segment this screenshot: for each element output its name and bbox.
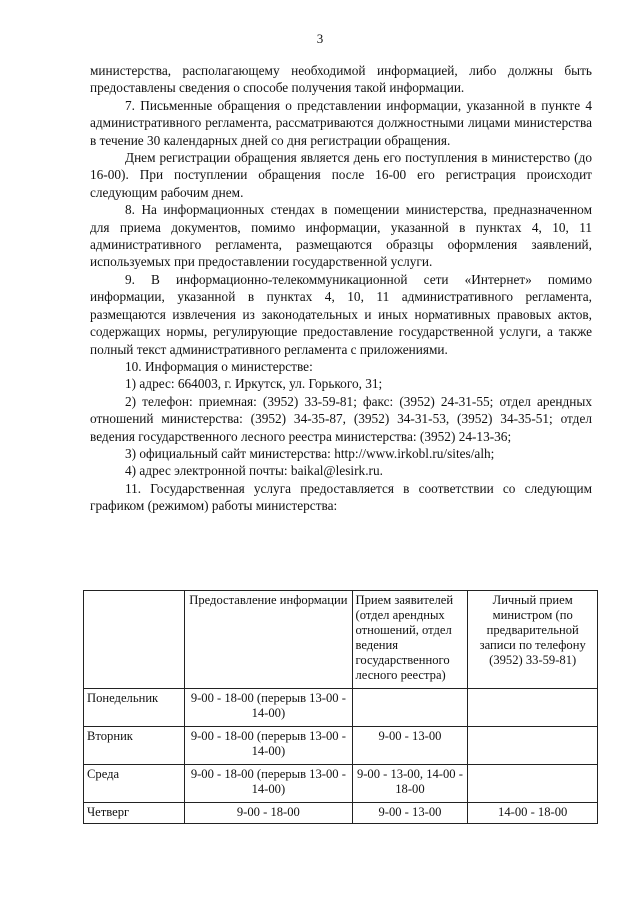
personal-hours-cell: 14-00 - 18-00 — [468, 803, 598, 824]
reception-hours-cell: 9-00 - 13-00, 14-00 - 18-00 — [352, 765, 468, 803]
table-row — [84, 765, 598, 803]
day-cell: Понедельник — [84, 689, 185, 727]
header-cell-empty — [84, 591, 185, 689]
paragraph: 1) адрес: 664003, г. Иркутск, ул. Горького, 31; — [125, 376, 383, 392]
paragraph: 2) телефон: приемная: (3952) 33-59-81; факс: (3952) 24-31-55; отдел арендных отношений министерства: (3952) 34-35-87, (3952) 34-31-53, (3952) 34-35-51; отдел ведения государственного лесного реестра министерства: (3952) 24-13-36; — [90, 393, 592, 444]
reception-hours-cell — [352, 689, 468, 727]
info-hours-cell: 9-00 - 18-00 (перерыв 13-00 - 14-00) — [185, 689, 352, 727]
day-cell: Вторник — [84, 727, 185, 765]
page-number: 3 — [316, 31, 324, 46]
paragraph: министерства, располагающему необходимой информацией, либо должны быть предоставлены сведения о способе получения такой информации. — [90, 63, 592, 96]
personal-hours-cell — [468, 727, 598, 765]
paragraph: 9. В информационно-телекоммуникационной сети «Интернет» помимо информации, указанной в пунктах 4, 10, 11 административного регламента, размещаются извлечения из законодательных и иных нормативных правовых актов, содержащих нормы, регулирующие предоставление государственной услуги, а также полный текст административного регламента с приложениями. — [90, 271, 592, 357]
info-hours-cell: 9-00 - 18-00 (перерыв 13-00 - 14-00) — [185, 765, 352, 803]
schedule-table — [83, 590, 598, 824]
schedule-header-row — [84, 591, 598, 689]
paragraph: 11. Государственная услуга предоставляется в соответствии со следующим графиком (режимом) работы министерства: — [90, 480, 592, 514]
header-cell-info: Предоставление информации — [185, 591, 352, 689]
paragraph: 10. Информация о министерстве: — [125, 358, 313, 374]
table-row — [84, 803, 598, 824]
info-hours-cell: 9-00 - 18-00 — [185, 803, 352, 824]
info-hours-cell: 9-00 - 18-00 (перерыв 13-00 - 14-00) — [185, 727, 352, 765]
table-row — [84, 689, 598, 727]
reception-hours-cell: 9-00 - 13-00 — [352, 803, 468, 824]
paragraph: Днем регистрации обращения является день его поступления в министерство (до 16-00). При поступлении обращения после 16-00 его регистрация происходит следующим рабочим днем. — [90, 150, 592, 200]
day-cell: Среда — [84, 765, 185, 803]
reception-hours-cell: 9-00 - 13-00 — [352, 727, 468, 765]
document-body — [90, 62, 592, 515]
table-row — [84, 727, 598, 765]
header-cell-reception: Прием заявителей (отдел арендных отношений, отдел ведения государственного лесного реестра) — [352, 591, 468, 689]
day-cell: Четверг — [84, 803, 185, 824]
paragraph: 8. На информационных стендах в помещении министерства, предназначенном для приема документов, помимо информации, указанной в пунктах 4, 10, 11 административного регламента, размещаются образцы оформления заявлений, используемых при предоставлении государственной услуги. — [90, 202, 592, 270]
paragraph: 7. Письменные обращения о представлении информации, указанной в пункте 4 административного регламента, рассматриваются должностными лицами министерства в течение 30 календарных дней со дня регистрации обращения. — [90, 97, 592, 148]
personal-hours-cell — [468, 689, 598, 727]
paragraph: 3) официальный сайт министерства: http://www.irkobl.ru/sites/alh; — [125, 445, 495, 461]
header-cell-personal: Личный прием министром (по предварительной записи по телефону (3952) 33-59-81) — [468, 591, 598, 689]
personal-hours-cell — [468, 765, 598, 803]
paragraph: 4) адрес электронной почты: baikal@lesirk.ru. — [125, 463, 383, 479]
